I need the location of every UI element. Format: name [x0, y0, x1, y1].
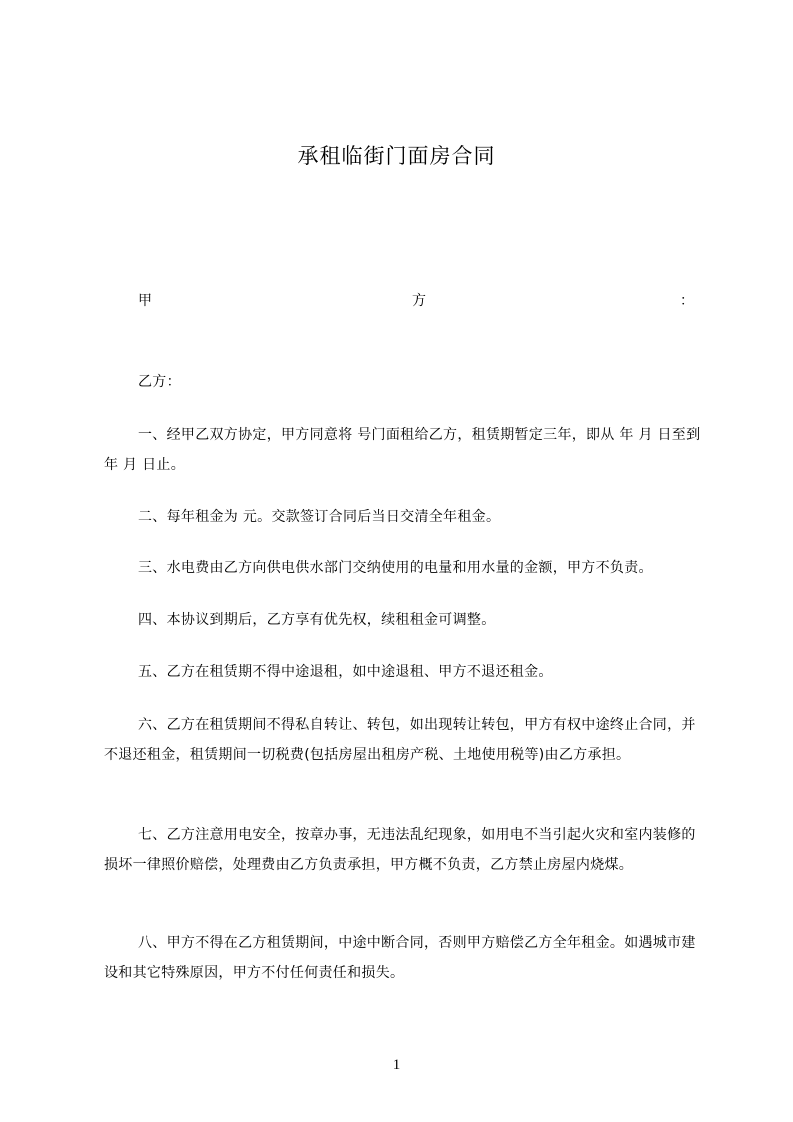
clause-6: 六、乙方在租赁期间不得私自转让、转包，如出现转让转包，甲方有权中途终止合同，并不退还租金，租赁期间一切税费(包括房屋出租房产税、土地使用税等)由乙方承担。	[104, 717, 696, 763]
party-a-char-2: 方	[412, 293, 426, 309]
contract-title: 承租临街门面房合同	[297, 144, 496, 168]
clause-7: 七、乙方注意用电安全，按章办事，无违法乱纪现象，如用电不当引起火灾和室内装修的损坏一律照价赔偿，处理费由乙方负责承担，甲方概不负责，乙方禁止房屋内烧煤。	[104, 827, 696, 873]
party-a-colon: ：	[680, 293, 694, 309]
party-a-line	[138, 289, 694, 313]
clause-8: 八、甲方不得在乙方租赁期间，中途中断合同，否则甲方赔偿乙方全年租金。如遇城市建设和其它特殊原因，甲方不付任何责任和损失。	[104, 935, 696, 981]
clause-4: 四、本协议到期后，乙方享有优先权，续租租金可调整。	[138, 612, 496, 628]
clause-1: 一、经甲乙双方协定，甲方同意将 号门面租给乙方，租赁期暂定三年，即从 年 月 日至到 年 月 日止。	[104, 427, 701, 473]
party-b-line: 乙方：	[138, 374, 181, 390]
clause-2: 二、每年租金为 元。交款签订合同后当日交清全年租金。	[138, 509, 501, 525]
clause-3: 三、水电费由乙方向供电供水部门交纳使用的电量和用水量的金额，甲方不负责。	[138, 560, 653, 576]
party-a-char-1: 甲	[138, 293, 152, 309]
clause-5: 五、乙方在租赁期不得中途退租，如中途退租、甲方不退还租金。	[138, 664, 553, 680]
page-number: 1	[392, 1057, 401, 1073]
